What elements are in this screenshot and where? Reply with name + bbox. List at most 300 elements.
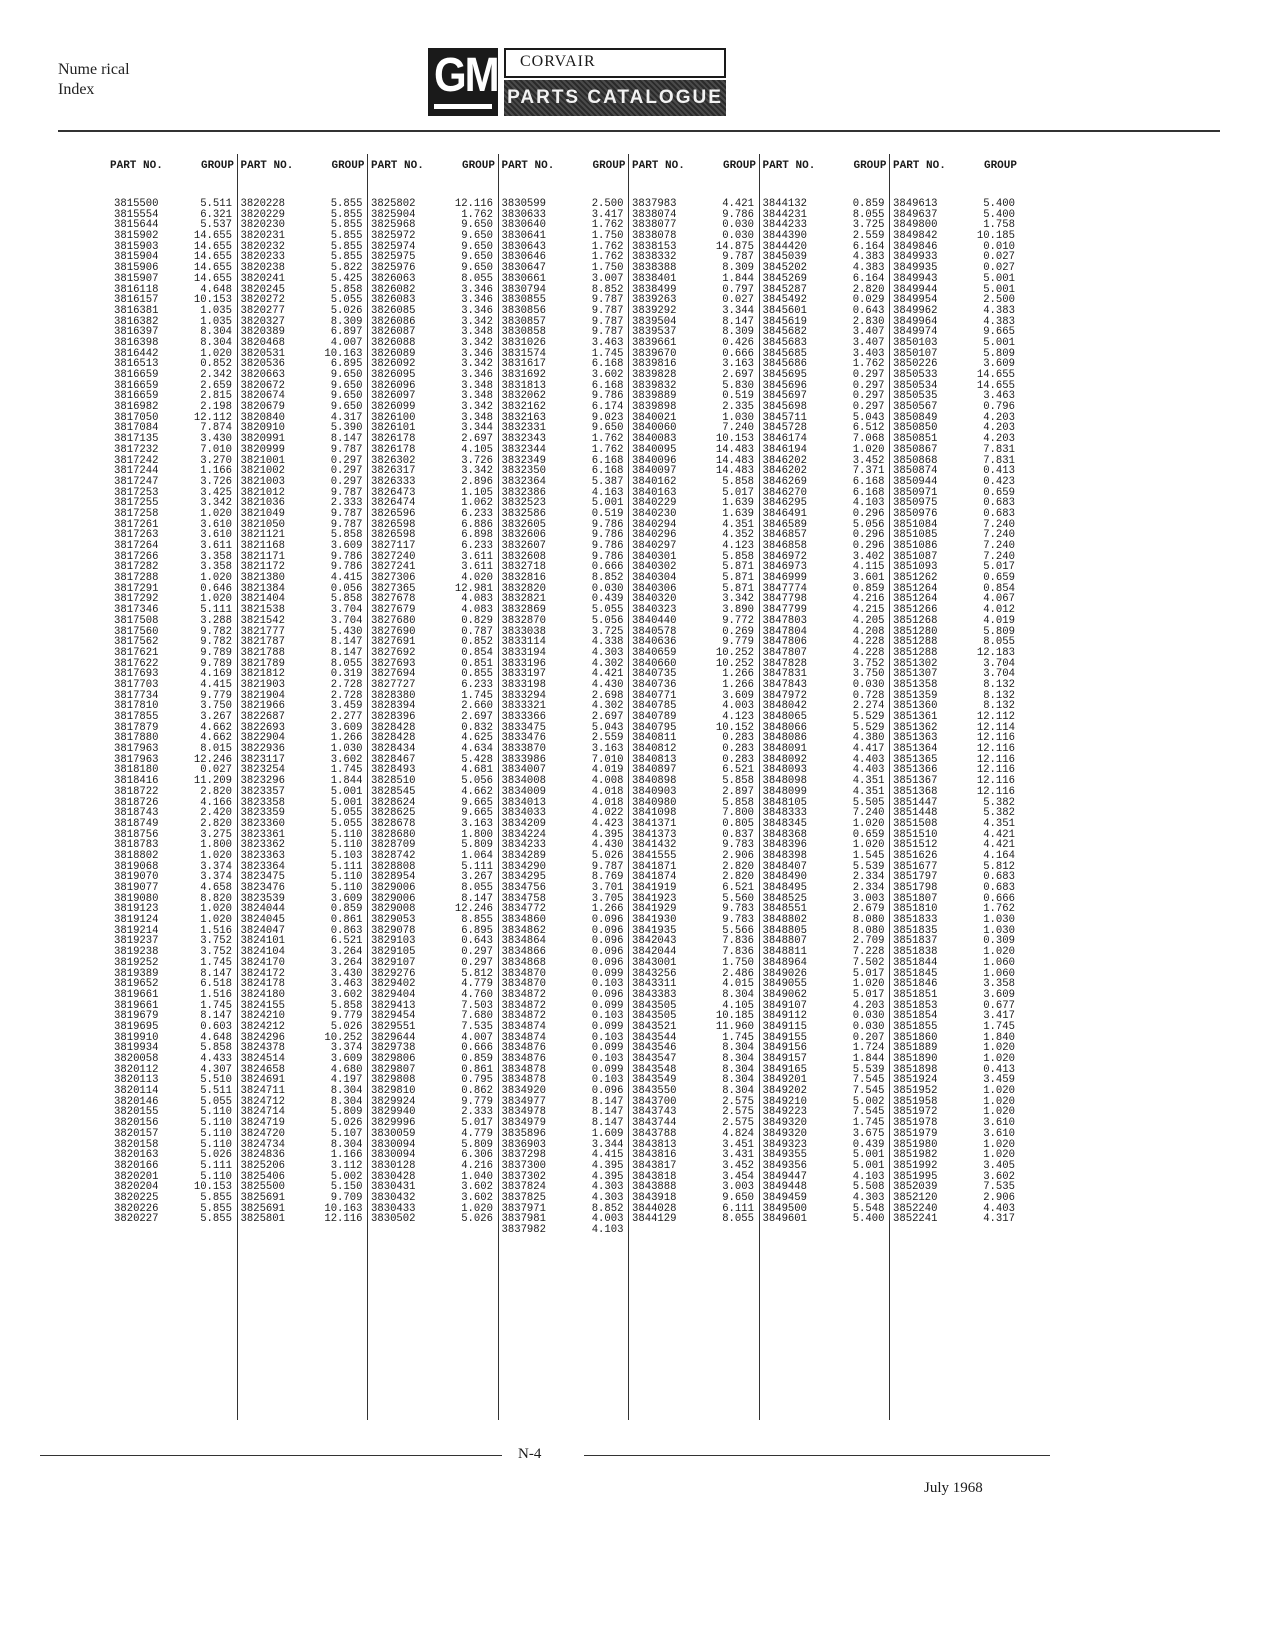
group-number: 9.783 bbox=[722, 839, 754, 852]
group-number: 5.110 bbox=[200, 1106, 232, 1119]
group-number: 10.153 bbox=[193, 294, 232, 307]
group-number: 9.782 bbox=[200, 636, 232, 649]
group-number: 9.665 bbox=[461, 796, 493, 809]
group-number: 10.252 bbox=[715, 657, 754, 670]
group-number: 0.854 bbox=[983, 582, 1015, 595]
group-number: 5.812 bbox=[983, 860, 1015, 873]
part-number: 3829008 bbox=[371, 903, 416, 916]
group-number: 2.697 bbox=[461, 433, 493, 446]
part-number: 3845269 bbox=[762, 272, 808, 285]
part-number: 3821001 bbox=[240, 454, 286, 467]
group-number: 8.132 bbox=[983, 700, 1015, 713]
part-number: 3849448 bbox=[762, 1181, 808, 1194]
group-number: 3.374 bbox=[200, 871, 232, 884]
group-number: 9.650 bbox=[461, 219, 493, 232]
group-number: 10.185 bbox=[715, 1010, 754, 1023]
part-number: 3819934 bbox=[114, 1042, 159, 1055]
column-rows bbox=[628, 199, 760, 1225]
part-number: 3830646 bbox=[501, 251, 547, 264]
group-number: 1.166 bbox=[330, 1149, 363, 1162]
group-number: 5.855 bbox=[330, 240, 363, 253]
part-number: 3829078 bbox=[371, 924, 416, 937]
group-number: 5.043 bbox=[591, 721, 624, 734]
part-number: 3846973 bbox=[762, 561, 808, 574]
group-number: 1.060 bbox=[983, 956, 1015, 969]
group-number: 12.114 bbox=[976, 721, 1015, 734]
group-number: 1.030 bbox=[330, 743, 363, 756]
group-number: 1.800 bbox=[200, 839, 232, 852]
group-number: 4.003 bbox=[591, 1213, 624, 1226]
group-number: 5.026 bbox=[591, 849, 624, 862]
group-number: 8.852 bbox=[591, 1202, 624, 1215]
part-number: 3834008 bbox=[501, 775, 547, 788]
part-number: 3832607 bbox=[501, 540, 547, 552]
part-number: 3847807 bbox=[762, 646, 808, 659]
part-number: 3820230 bbox=[240, 219, 286, 232]
part-number: 3816442 bbox=[114, 347, 159, 360]
group-number: 8.304 bbox=[200, 336, 232, 349]
part-number: 3817622 bbox=[114, 657, 159, 670]
part-number: 3849933 bbox=[893, 251, 938, 264]
table-row bbox=[367, 958, 499, 969]
group-number: 3.463 bbox=[330, 978, 363, 991]
group-number: 0.677 bbox=[983, 999, 1015, 1012]
group-number: 3.402 bbox=[852, 550, 885, 563]
group-number: 5.822 bbox=[330, 262, 363, 275]
part-number: 3828428 bbox=[371, 721, 416, 734]
part-number: 3821002 bbox=[240, 465, 286, 478]
part-number: 3833114 bbox=[501, 636, 547, 649]
group-number: 0.859 bbox=[330, 903, 363, 916]
group-number: 2.820 bbox=[200, 785, 232, 798]
group-number: 1.745 bbox=[983, 1020, 1015, 1033]
table-row bbox=[628, 1129, 760, 1140]
group-number: 1.020 bbox=[852, 978, 885, 991]
part-number: 3826087 bbox=[371, 326, 416, 339]
group-number: 4.020 bbox=[461, 572, 493, 585]
group-number: 5.111 bbox=[461, 860, 493, 873]
group-number: 9.787 bbox=[722, 251, 754, 264]
group-number: 2.820 bbox=[852, 283, 885, 296]
part-number: 3851367 bbox=[893, 775, 938, 788]
part-number: 3839898 bbox=[632, 401, 677, 414]
part-number: 3840304 bbox=[632, 572, 677, 585]
part-number: 3846202 bbox=[762, 454, 808, 467]
group-number: 8.055 bbox=[461, 882, 493, 894]
group-number: 3.348 bbox=[461, 379, 493, 392]
group-number: 5.002 bbox=[330, 1170, 363, 1183]
table-column bbox=[628, 150, 760, 1420]
group-number: 5.001 bbox=[983, 272, 1015, 285]
part-number: 3832820 bbox=[501, 582, 547, 595]
group-number: 3.003 bbox=[722, 1181, 754, 1194]
group-number: 4.351 bbox=[852, 785, 885, 798]
part-number: 3819238 bbox=[114, 946, 159, 959]
group-number: 4.648 bbox=[200, 1031, 232, 1044]
part-number: 3832344 bbox=[501, 443, 547, 456]
part-number: 3827727 bbox=[371, 678, 416, 691]
part-number: 3846999 bbox=[762, 572, 808, 585]
part-number: 3850976 bbox=[893, 507, 938, 520]
group-number: 9.786 bbox=[330, 550, 363, 563]
group-number: 0.297 bbox=[461, 946, 493, 959]
group-number: 8.304 bbox=[330, 1095, 363, 1108]
group-number: 12.116 bbox=[976, 775, 1015, 788]
part-number: 3843544 bbox=[632, 1031, 677, 1044]
group-number: 5.110 bbox=[330, 871, 363, 884]
part-number: 3841935 bbox=[632, 924, 677, 937]
group-number: 6.168 bbox=[591, 379, 624, 392]
part-number: 3824836 bbox=[240, 1149, 286, 1162]
part-number: 3828678 bbox=[371, 817, 416, 830]
part-number: 3831617 bbox=[501, 358, 547, 371]
group-number: 5.858 bbox=[330, 529, 363, 542]
group-number: 0.862 bbox=[461, 1085, 493, 1098]
group-number: 3.463 bbox=[983, 390, 1015, 403]
table-row bbox=[498, 819, 630, 830]
group-number: 5.855 bbox=[200, 1202, 232, 1215]
catalogue-banner bbox=[504, 80, 726, 116]
group-number: 3.403 bbox=[852, 347, 885, 360]
part-number: 3843383 bbox=[632, 988, 677, 1001]
part-number: 3834295 bbox=[501, 871, 547, 884]
part-number: 3830647 bbox=[501, 262, 547, 275]
group-number: 2.575 bbox=[722, 1095, 754, 1108]
group-number: 5.110 bbox=[330, 839, 363, 852]
group-number: 5.026 bbox=[330, 304, 363, 317]
group-number: 5.001 bbox=[591, 497, 624, 510]
part-number: 3821050 bbox=[240, 518, 286, 531]
group-number: 4.166 bbox=[200, 796, 232, 809]
part-number: 3830094 bbox=[371, 1149, 416, 1162]
part-number: 3834864 bbox=[501, 935, 547, 948]
group-number: 14.875 bbox=[715, 240, 754, 253]
part-number: 3820227 bbox=[114, 1213, 159, 1226]
group-number: 14.655 bbox=[193, 240, 232, 253]
part-number: 3851447 bbox=[893, 796, 938, 809]
part-number: 3824734 bbox=[240, 1138, 286, 1151]
part-number: 3834013 bbox=[501, 796, 547, 809]
group-number: 3.602 bbox=[330, 753, 363, 766]
group-number: 0.659 bbox=[983, 486, 1015, 499]
group-number: 7.240 bbox=[983, 550, 1015, 563]
group-number: 3.417 bbox=[591, 208, 624, 221]
group-number: 5.110 bbox=[200, 1170, 232, 1183]
group-number: 8.304 bbox=[722, 1053, 754, 1065]
part-number: 3832349 bbox=[501, 454, 547, 467]
part-number: 3817264 bbox=[114, 540, 159, 552]
index-title-line1: Nume rical bbox=[58, 61, 130, 78]
group-number: 7.831 bbox=[983, 443, 1015, 456]
part-number: 3837983 bbox=[632, 198, 677, 210]
group-number: 4.760 bbox=[461, 988, 493, 1001]
group-number: 0.659 bbox=[852, 828, 885, 841]
part-number: 3815500 bbox=[114, 198, 159, 210]
part-number: 3851958 bbox=[893, 1095, 938, 1108]
group-number: 5.110 bbox=[330, 882, 363, 894]
part-number: 3817734 bbox=[114, 689, 159, 702]
part-number: 3849157 bbox=[762, 1053, 808, 1065]
part-number: 3815906 bbox=[114, 262, 159, 275]
group-number: 0.027 bbox=[983, 262, 1015, 275]
group-number: 4.205 bbox=[852, 614, 885, 627]
part-number: 3843888 bbox=[632, 1181, 677, 1194]
part-number: 3833038 bbox=[501, 625, 547, 638]
part-number: 3845601 bbox=[762, 304, 808, 317]
part-number: 3846858 bbox=[762, 540, 808, 552]
group-number: 6.168 bbox=[591, 454, 624, 467]
part-number: 3820991 bbox=[240, 433, 286, 446]
part-number: 3817258 bbox=[114, 507, 159, 520]
group-number: 5.110 bbox=[200, 1127, 232, 1140]
table-row bbox=[237, 819, 369, 830]
part-number: 3821168 bbox=[240, 540, 286, 552]
group-number: 1.266 bbox=[330, 732, 363, 745]
table-row bbox=[498, 445, 630, 456]
group-number: 10.163 bbox=[324, 1202, 363, 1215]
group-number: 8.304 bbox=[200, 326, 232, 339]
part-number: 3816157 bbox=[114, 294, 159, 307]
group-number: 5.508 bbox=[852, 1181, 885, 1194]
part-number: 3834872 bbox=[501, 999, 547, 1012]
part-number: 3821012 bbox=[240, 486, 286, 499]
group-number: 10.153 bbox=[715, 433, 754, 446]
group-number: 8.304 bbox=[330, 1138, 363, 1151]
part-number: 3826302 bbox=[371, 454, 416, 467]
part-number: 3826598 bbox=[371, 518, 416, 531]
group-number: 9.786 bbox=[591, 529, 624, 542]
part-number: 3819695 bbox=[114, 1020, 159, 1033]
part-number: 3847972 bbox=[762, 689, 808, 702]
group-number: 1.020 bbox=[983, 1053, 1015, 1065]
group-number: 7.836 bbox=[722, 946, 754, 959]
part-number: 3851810 bbox=[893, 903, 938, 916]
part-number: 3828680 bbox=[371, 828, 416, 841]
part-number: 3851982 bbox=[893, 1149, 938, 1162]
group-number: 4.103 bbox=[852, 497, 885, 510]
part-number: 3817135 bbox=[114, 433, 159, 446]
part-number: 3834978 bbox=[501, 1106, 547, 1119]
page-number: N-4 bbox=[518, 1446, 542, 1462]
group-number: 8.080 bbox=[852, 924, 885, 937]
part-number: 3829644 bbox=[371, 1031, 416, 1044]
part-number: 3848495 bbox=[762, 882, 808, 894]
group-number: 4.216 bbox=[852, 593, 885, 606]
group-number: 3.407 bbox=[852, 336, 885, 349]
part-number: 3839263 bbox=[632, 294, 677, 307]
group-number: 6.898 bbox=[461, 529, 493, 542]
part-number: 3829924 bbox=[371, 1095, 416, 1108]
part-number: 3826097 bbox=[371, 390, 416, 403]
part-number: 3825972 bbox=[371, 230, 416, 243]
group-number: 3.431 bbox=[722, 1149, 754, 1162]
group-number: 0.207 bbox=[852, 1031, 885, 1044]
part-number: 3816398 bbox=[114, 336, 159, 349]
part-number: 3841874 bbox=[632, 871, 677, 884]
part-number: 3834209 bbox=[501, 817, 547, 830]
group-number: 5.017 bbox=[852, 967, 885, 980]
group-number: 5.871 bbox=[722, 582, 754, 595]
part-number: 3830502 bbox=[371, 1213, 416, 1226]
group-number: 0.666 bbox=[722, 347, 754, 360]
group-number: 4.680 bbox=[330, 1063, 363, 1076]
part-number: 3850535 bbox=[893, 390, 938, 403]
part-number: 3851302 bbox=[893, 657, 938, 670]
part-number: 3820233 bbox=[240, 251, 286, 264]
part-number: 3851846 bbox=[893, 978, 938, 991]
part-number: 3830856 bbox=[501, 304, 547, 317]
gm-logo-block bbox=[428, 48, 726, 120]
group-number: 5.855 bbox=[200, 1191, 232, 1204]
group-number: 4.662 bbox=[200, 732, 232, 745]
group-number: 4.383 bbox=[983, 304, 1015, 317]
part-number: 3840296 bbox=[632, 529, 677, 542]
part-number: 3841432 bbox=[632, 839, 677, 852]
group-number: 4.430 bbox=[591, 678, 624, 691]
group-number: 9.787 bbox=[591, 860, 624, 873]
part-number: 3820228 bbox=[240, 198, 286, 210]
group-number: 8.304 bbox=[722, 1074, 754, 1087]
group-number: 5.026 bbox=[200, 1149, 232, 1162]
part-number: 3834876 bbox=[501, 1053, 547, 1065]
group-number: 3.112 bbox=[330, 1159, 363, 1172]
part-number: 3850944 bbox=[893, 475, 938, 488]
part-number: 3845619 bbox=[762, 315, 808, 328]
group-number: 3.267 bbox=[200, 711, 232, 723]
group-number: 3.726 bbox=[200, 475, 232, 488]
part-number: 3829053 bbox=[371, 914, 416, 927]
part-number: 3819661 bbox=[114, 999, 159, 1012]
part-number: 3825406 bbox=[240, 1170, 286, 1183]
part-number: 3824047 bbox=[240, 924, 286, 937]
part-number: 3825801 bbox=[240, 1213, 286, 1226]
part-number: 3848345 bbox=[762, 817, 808, 830]
table-row bbox=[759, 477, 891, 488]
part-number: 3834007 bbox=[501, 764, 547, 777]
part-number: 3834033 bbox=[501, 807, 547, 820]
part-number: 3820146 bbox=[114, 1095, 159, 1108]
group-number: 7.545 bbox=[852, 1106, 885, 1119]
part-number: 3817247 bbox=[114, 475, 159, 488]
part-number: 3851978 bbox=[893, 1117, 938, 1130]
part-number: 3843546 bbox=[632, 1042, 677, 1055]
group-number: 0.096 bbox=[591, 946, 624, 959]
part-number: 3825802 bbox=[371, 198, 416, 210]
group-number: 8.147 bbox=[200, 967, 232, 980]
part-number: 3830641 bbox=[501, 230, 547, 243]
group-number: 4.395 bbox=[591, 1170, 624, 1183]
group-number: 3.704 bbox=[330, 614, 363, 627]
group-number: 4.430 bbox=[591, 839, 624, 852]
part-number: 3817880 bbox=[114, 732, 159, 745]
table-row bbox=[498, 616, 630, 627]
table-row bbox=[237, 1214, 369, 1225]
group-number: 0.426 bbox=[722, 336, 754, 349]
part-number: 3848105 bbox=[762, 796, 808, 809]
table-row bbox=[498, 1161, 630, 1172]
part-number: 3842043 bbox=[632, 935, 677, 948]
part-number: 3841919 bbox=[632, 882, 677, 894]
group-number: 9.787 bbox=[330, 518, 363, 531]
part-number: 3832870 bbox=[501, 614, 547, 627]
part-number: 3843816 bbox=[632, 1149, 677, 1162]
group-number: 3.288 bbox=[200, 614, 232, 627]
part-number: 3845695 bbox=[762, 369, 808, 381]
group-number: 2.728 bbox=[330, 678, 363, 691]
group-number: 5.017 bbox=[461, 1117, 493, 1130]
part-number: 3850874 bbox=[893, 465, 938, 478]
group-number: 2.334 bbox=[852, 882, 885, 894]
group-number: 7.240 bbox=[983, 540, 1015, 552]
part-number: 3826178 bbox=[371, 433, 416, 446]
group-number: 4.383 bbox=[852, 262, 885, 275]
part-number: 3850971 bbox=[893, 486, 938, 499]
part-number: 3851280 bbox=[893, 625, 938, 638]
part-number: 3851364 bbox=[893, 743, 938, 756]
part-number: 3851266 bbox=[893, 604, 938, 617]
group-number: 1.840 bbox=[983, 1031, 1015, 1044]
group-number: 4.008 bbox=[591, 775, 624, 788]
part-number: 3849356 bbox=[762, 1159, 808, 1172]
group-number: 0.283 bbox=[722, 753, 754, 766]
part-number: 3823254 bbox=[240, 764, 286, 777]
part-number: 3849964 bbox=[893, 315, 938, 328]
group-number: 4.403 bbox=[852, 764, 885, 777]
group-number: 1.745 bbox=[591, 347, 624, 360]
group-number: 4.203 bbox=[983, 422, 1015, 435]
group-number: 2.906 bbox=[983, 1191, 1015, 1204]
part-number: 3816659 bbox=[114, 369, 159, 381]
group-number: 9.786 bbox=[722, 208, 754, 221]
part-number: 3843813 bbox=[632, 1138, 677, 1151]
group-number: 0.805 bbox=[722, 817, 754, 830]
part-number: 3833986 bbox=[501, 753, 547, 766]
part-number: 3843818 bbox=[632, 1170, 677, 1183]
group-number: 0.863 bbox=[330, 924, 363, 937]
part-number: 3833196 bbox=[501, 657, 547, 670]
part-number: 3849210 bbox=[762, 1095, 808, 1108]
part-number: 3843788 bbox=[632, 1127, 677, 1140]
group-number: 1.745 bbox=[200, 999, 232, 1012]
part-number: 3849962 bbox=[893, 304, 938, 317]
table-row bbox=[889, 648, 1021, 659]
table-column bbox=[237, 150, 369, 1420]
group-number: 7.800 bbox=[722, 807, 754, 820]
column-header-part-no: PART NO. bbox=[632, 160, 685, 172]
group-number: 0.103 bbox=[591, 1053, 624, 1065]
group-number: 0.439 bbox=[591, 593, 624, 606]
group-number: 3.752 bbox=[200, 935, 232, 948]
table-row bbox=[367, 990, 499, 1001]
group-number: 4.403 bbox=[852, 753, 885, 766]
table-row bbox=[237, 274, 369, 285]
part-number: 3840898 bbox=[632, 775, 677, 788]
part-number: 3846972 bbox=[762, 550, 808, 563]
group-number: 8.855 bbox=[461, 914, 493, 927]
part-number: 3848398 bbox=[762, 849, 808, 862]
group-number: 5.400 bbox=[852, 1213, 885, 1226]
part-number: 3816397 bbox=[114, 326, 159, 339]
part-number: 3839816 bbox=[632, 358, 677, 371]
part-number: 3843700 bbox=[632, 1095, 677, 1108]
group-number: 2.697 bbox=[591, 711, 624, 723]
part-number: 3823362 bbox=[240, 839, 286, 852]
group-number: 3.752 bbox=[852, 657, 885, 670]
group-number: 2.500 bbox=[983, 294, 1015, 307]
group-number: 0.829 bbox=[461, 614, 493, 627]
group-number: 3.725 bbox=[591, 625, 624, 638]
table-row bbox=[106, 819, 238, 830]
